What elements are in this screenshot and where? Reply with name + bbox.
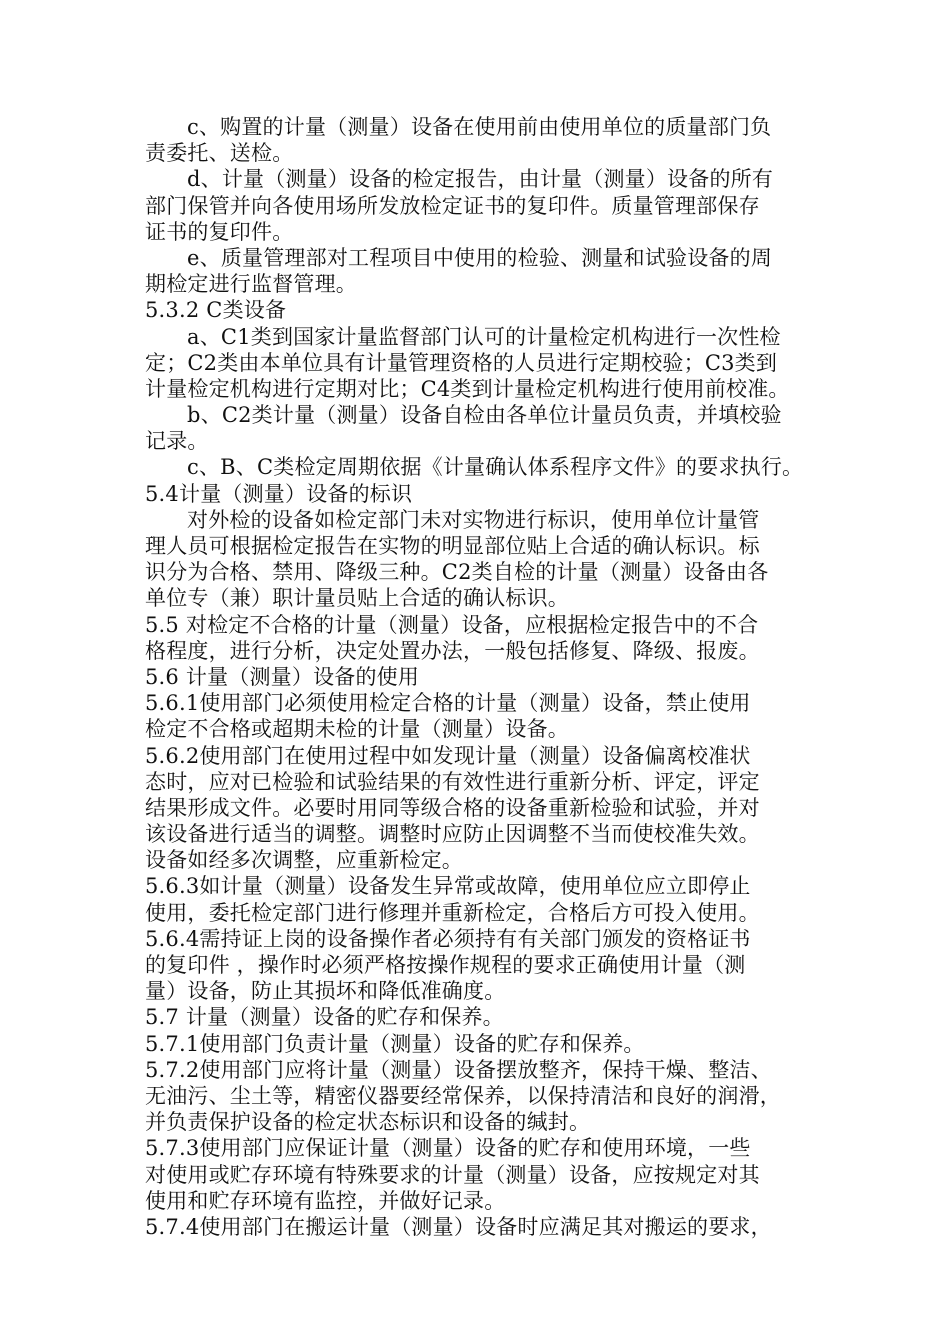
text-line: 5.7.4使用部门在搬运计量（测量）设备时应满足其对搬运的要求， xyxy=(145,1214,772,1239)
text-line: 5.6 计量（测量）设备的使用 xyxy=(145,664,420,689)
text-line: 检定不合格或超期未检的计量（测量）设备。 xyxy=(145,717,569,742)
text-line: b、C2类计量（测量）设备自检由各单位计量员负责，并填校验 xyxy=(187,403,782,428)
text-line: 并负责保护设备的检定状态标识和设备的缄封。 xyxy=(145,1110,591,1135)
text-line: 识分为合格、禁用、降级三种。C2类自检的计量（测量）设备由各 xyxy=(145,560,769,585)
text-line: 5.4计量（测量）设备的标识 xyxy=(145,481,413,506)
text-line: 5.7.2使用部门应将计量（测量）设备摆放整齐，保持干燥、整洁、 xyxy=(145,1057,772,1082)
text-line: 期检定进行监督管理。 xyxy=(145,272,357,297)
text-line: 5.6.1使用部门必须使用检定合格的计量（测量）设备，禁止使用 xyxy=(145,691,751,716)
text-line: 5.3.2 C类设备 xyxy=(145,298,287,323)
text-line: 格程度，进行分析，决定处置办法，一般包括修复、降级、报废。 xyxy=(145,638,760,663)
text-line: 5.7 计量（测量）设备的贮存和保养。 xyxy=(145,1005,504,1030)
text-line: e、质量管理部对工程项目中使用的检验、测量和试验设备的周 xyxy=(187,245,773,270)
text-line: 5.6.4需持证上岗的设备操作者必须持有有关部门颁发的资格证书 xyxy=(145,926,751,951)
text-line: 5.5 对检定不合格的计量（测量）设备，应根据检定报告中的不合 xyxy=(145,612,759,637)
text-line: 对使用或贮存环境有特殊要求的计量（测量）设备，应按规定对其 xyxy=(145,1162,760,1187)
text-line: 无油污、尘土等，精密仪器要经常保养，以保持清洁和良好的润滑， xyxy=(145,1083,781,1108)
text-line: 5.7.3使用部门应保证计量（测量）设备的贮存和使用环境，一些 xyxy=(145,1136,751,1161)
text-line: 设备如经多次调整，应重新检定。 xyxy=(145,848,463,873)
text-line: 单位专（兼）职计量员贴上合适的确认标识。 xyxy=(145,586,569,611)
text-line: 对外检的设备如检定部门未对实物进行标识，使用单位计量管 xyxy=(187,507,760,532)
text-line: 5.6.3如计量（测量）设备发生异常或故障，使用单位应立即停止 xyxy=(145,874,751,899)
text-line: 态时，应对已检验和试验结果的有效性进行重新分析、评定，评定 xyxy=(145,769,760,794)
text-line: 证书的复印件。 xyxy=(145,219,294,244)
text-line: c、B、C类检定周期依据《计量确认体系程序文件》的要求执行。 xyxy=(187,455,804,480)
text-line: 5.7.1使用部门负责计量（测量）设备的贮存和保养。 xyxy=(145,1031,645,1056)
text-line: 量）设备，防止其损坏和降低准确度。 xyxy=(145,979,506,1004)
document-page xyxy=(145,114,835,1240)
text-line: 计量检定机构进行定期对比；C4类到计量检定机构进行使用前校准。 xyxy=(145,376,790,401)
text-line: 责委托、送检。 xyxy=(145,141,294,166)
text-line: 记录。 xyxy=(145,429,209,454)
text-line: d、计量（测量）设备的检定报告，由计量（测量）设备的所有 xyxy=(187,167,774,192)
text-line: 使用和贮存环境有监控，并做好记录。 xyxy=(145,1188,506,1213)
text-line: 理人员可根据检定报告在实物的明显部位贴上合适的确认标识。标 xyxy=(145,534,760,558)
text-line: 该设备进行适当的调整。调整时应防止因调整不当而使校准失效。 xyxy=(145,822,760,847)
text-line: c、购置的计量（测量）设备在使用前由使用单位的质量部门负 xyxy=(187,115,772,139)
text-line: 定；C2类由本单位具有计量管理资格的人员进行定期校验；C3类到 xyxy=(145,350,778,375)
text-line: 使用，委托检定部门进行修理并重新检定，合格后方可投入使用。 xyxy=(145,900,760,925)
text-line: 部门保管并向各使用场所发放检定证书的复印件。质量管理部保存 xyxy=(145,193,760,218)
text-line: 5.6.2使用部门在使用过程中如发现计量（测量）设备偏离校准状 xyxy=(145,743,751,768)
text-line: 的复印件 ，操作时必须严格按操作规程的要求正确使用计量（测 xyxy=(145,953,746,977)
text-line: 结果形成文件。必要时用同等级合格的设备重新检验和试验，并对 xyxy=(145,795,760,820)
text-line: a、C1类到国家计量监督部门认可的计量检定机构进行一次性检 xyxy=(187,324,781,349)
